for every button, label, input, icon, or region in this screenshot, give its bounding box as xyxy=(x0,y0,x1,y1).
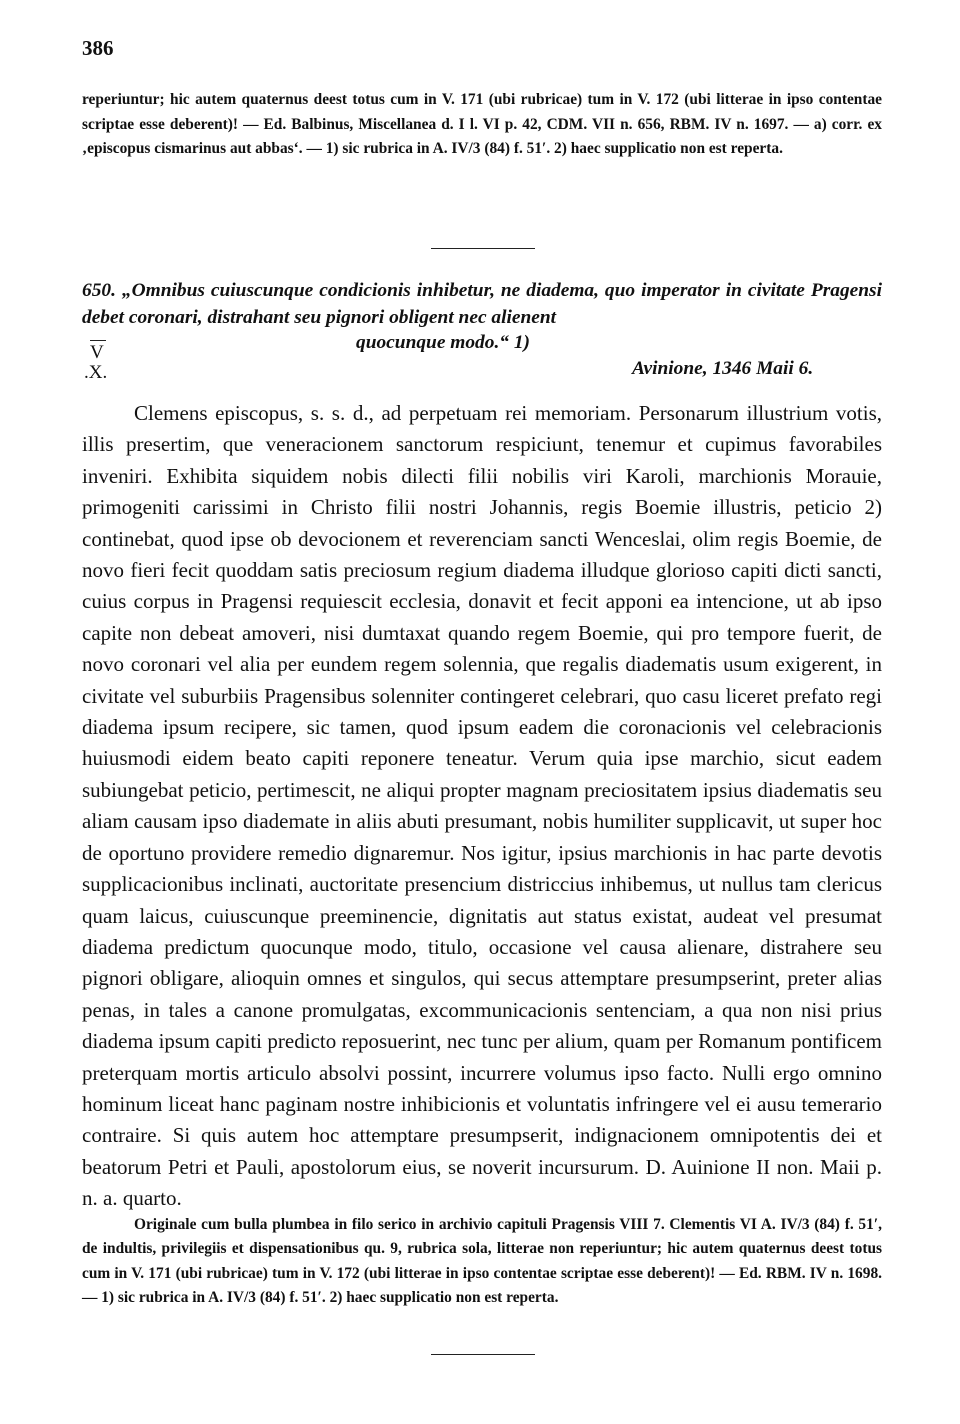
section-divider xyxy=(431,248,535,249)
document-summary: „Omnibus cuiuscunque condicionis inhibetur, ne diadema, quo imperator in civitate Pragensi debet coronari, distrahant seu pignori obligent nec alienent xyxy=(82,280,882,328)
margin-v: V xyxy=(90,342,104,363)
document-summary-end: quocunque modo.“ 1) xyxy=(356,332,530,353)
document-number: 650. xyxy=(82,280,116,301)
dateline: Avinione, 1346 Maii 6. xyxy=(632,358,814,379)
margin-bar xyxy=(90,340,106,341)
footnotes-continued: reperiuntur; hic autem quaternus deest totus cum in V. 171 (ubi rubricae) tum in V. 172 (ubi litterae in ipso contentae scriptae esse deberent)! — Ed. Balbinus, Miscellanea d. I l. VI p. 42, CDM. VII n. 656, RBM. IV n. 1697. — a) corr. ex ‚episcopus cismarinus aut abbas‘. — 1) sic rubrica in A. IV/3 (84) f. 51′. 2) haec supplicatio non est reperta. xyxy=(82,91,882,157)
margin-x: .X. xyxy=(84,362,108,383)
end-divider xyxy=(431,1354,535,1355)
page-number: 386 xyxy=(82,36,114,60)
margin-signature xyxy=(86,340,107,383)
document-body: Clemens episcopus, s. s. d., ad perpetuam rei memoriam. Personarum illustrium votis, illis presertim, que veneracionem sanctorum respiciunt, tenemur et cupimus favorabiles inveniri. Exhibita siquidem nobis dilecti filii nobilis viri Karoli, marchionis Morauie, primogeniti carissimi in Christo filii nostri Johannis, regis Boemie illustris, peticio 2) continebat, quod ipse ob devocionem et reverenciam sancti Wenceslai, olim regis Boemie, de novo fieri fecit quoddam satis preciosum regium diadema illudque glorioso capiti dicti sancti, cuius corpus in Pragensi requiescit ecclesia, donavit et fecit apponi ea intencione, ut ab ipso capite non debeat amoveri, nisi dumtaxat quando regem Boemie, qui pro tempore fuerit, de novo coronari vel alia per eundem regem solennia, que regalis diadematis usum exigerent, in civitate vel suburbiis Pragensibus solenniter contingeret celebrari, quo casu liceret prefato regi diadema ipsum recipere, sic tamen, quod ipsum eadem die coronacionis vel celebracionis huiusmodi eidem beato capiti reponere teneatur. Verum quia ipse marchio, sicut eadem subiungebat peticio, pertimescit, ne aliqui propter magnam preciositatem ipsius diadematis seu aliam causam ipso diademate in aliis abuti presumant, nobis humiliter supplicavit, ut super hoc de oportuno providere remedio dignaremur. Nos igitur, ipsius marchionis in hac parte devotis supplicacionibus inclinati, auctoritate presencium districcius inhibemus, ut nullus tam clericus quam laicus, cuiuscunque preeminencie, dignitatis aut status existat, audeat vel presumat diadema predictum quocunque modo, titulo, occasione vel causa alienare, distrahere seu pignori obligare, alioquin omnes et singulos, qui secus attemptare presumpserint, preter alias penas, in tales a canone promulgatas, excommunicacionis sentenciam, a qua non nisi prius diadema ipsum capiti predicto reposuerint, nec tunc per alium, quam per Romanum pontificem preterquam mortis articulo absolvi possint, incurrere volumus ipso facto. Nulli ergo omnino hominum liceat hanc paginam nostre inhibicionis et voluntatis infringere vel ei ausu temerario contraire. Si quis autem hoc attemptare presumpserit, indignacionem omnipotentis dei et beatorum Petri et Pauli, apostolorum eius, se noverit incursurum. D. Auinione II non. Maii p. n. a. quarto. xyxy=(82,401,882,1211)
document-heading xyxy=(82,277,882,331)
source-notes: Originale cum bulla plumbea in filo serico in archivio capituli Pragensis VIII 7. Clementis VI A. IV/3 (84) f. 51′, de indultis, privilegiis et dispensationibus qu. 9, rubrica sola, litterae non reperiuntur; hic autem quaternus deest totus cum in V. 171 (ubi rubricae) tum in V. 172 (ubi litterae in ipso contentae scriptae esse deberent)! — Ed. RBM. IV n. 1698. — 1) sic rubrica in A. IV/3 (84) f. 51′. 2) haec supplicatio non est reperta. xyxy=(82,1216,882,1306)
